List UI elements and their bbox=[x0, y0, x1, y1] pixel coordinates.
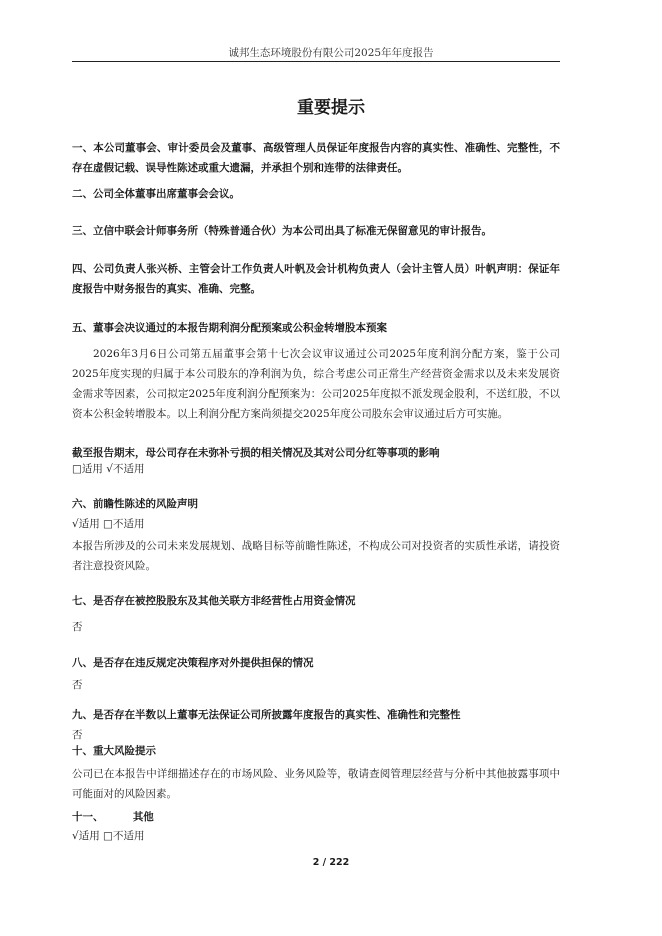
page-header: 诚邦生态环境股份有限公司2025年年度报告 bbox=[228, 47, 434, 59]
section-11-label: 其他 bbox=[132, 811, 154, 823]
section-11-applicability: √适用 □不适用 bbox=[72, 830, 145, 842]
page-title: 重要提示 bbox=[297, 98, 365, 118]
section-2: 二、公司全体董事出席董事会会议。 bbox=[72, 188, 240, 200]
section-9-answer: 否 bbox=[72, 729, 83, 741]
section-6-body: 本报告所涉及的公司未来发展规划、战略目标等前瞻性陈述，不构成公司对投资者的实质性承诺，请投资者注意投资风险。 bbox=[72, 540, 560, 572]
section-8-answer: 否 bbox=[72, 679, 83, 691]
page-number: 2 / 222 bbox=[312, 857, 350, 868]
section-1: 一、本公司董事会、审计委员会及董事、高级管理人员保证年度报告内容的真实性、准确性、完整性，不存在虚假记载、误导性陈述或重大遗漏，并承担个别和连带的法律责任。 bbox=[72, 142, 560, 174]
section-5-applicability: □适用 √不适用 bbox=[72, 463, 145, 475]
section-7-answer: 否 bbox=[72, 621, 83, 633]
section-6-applicability: √适用 □不适用 bbox=[72, 518, 145, 530]
section-10-body: 公司已在本报告中详细描述存在的市场风险、业务风险等，敬请查阅管理层经营与分析中其他披露事项中可能面对的风险因素。 bbox=[72, 768, 560, 800]
header-rule bbox=[72, 61, 560, 62]
section-7-heading: 七、是否存在被控股股东及其他关联方非经营性占用资金情况 bbox=[72, 595, 356, 607]
section-6-heading: 六、前瞻性陈述的风险声明 bbox=[72, 498, 198, 510]
section-10-heading: 十、重大风险提示 bbox=[72, 745, 156, 757]
section-3: 三、立信中联会计师事务所（特殊普通合伙）为本公司出具了标准无保留意见的审计报告。 bbox=[72, 225, 492, 237]
section-5-subheading: 截至报告期末，母公司存在未弥补亏损的相关情况及其对公司分红等事项的影响 bbox=[72, 447, 440, 459]
section-4: 四、公司负责人张兴桥、主管会计工作负责人叶帆及会计机构负责人（会计主管人员）叶帆声明：保证年度报告中财务报告的真实、准确、完整。 bbox=[72, 263, 560, 295]
section-11-number: 十一、 bbox=[72, 811, 104, 823]
section-5-heading: 五、董事会决议通过的本报告期利润分配预案或公积金转增股本预案 bbox=[72, 322, 387, 334]
section-5-body: 2026年3月6日公司第五届董事会第十七次会议审议通过公司2025年度利润分配方案，鉴于公司2025年度实现的归属于本公司股东的净利润为负，综合考虑公司正常生产经营资金需求以及未来发展资金需求等因素，公司拟定2025年度利润分配预案为：公司2025年度拟不派发现金股利，不送红股，不以资本公积金转增股本。以上利润分配方案尚须提交2025年度公司股东会审议通过后方可实施。 bbox=[72, 348, 560, 420]
section-9-heading: 九、是否存在半数以上董事无法保证公司所披露年度报告的真实性、准确性和完整性 bbox=[72, 709, 461, 721]
section-8-heading: 八、是否存在违反规定决策程序对外提供担保的情况 bbox=[72, 657, 314, 669]
section-11-heading bbox=[72, 807, 560, 827]
